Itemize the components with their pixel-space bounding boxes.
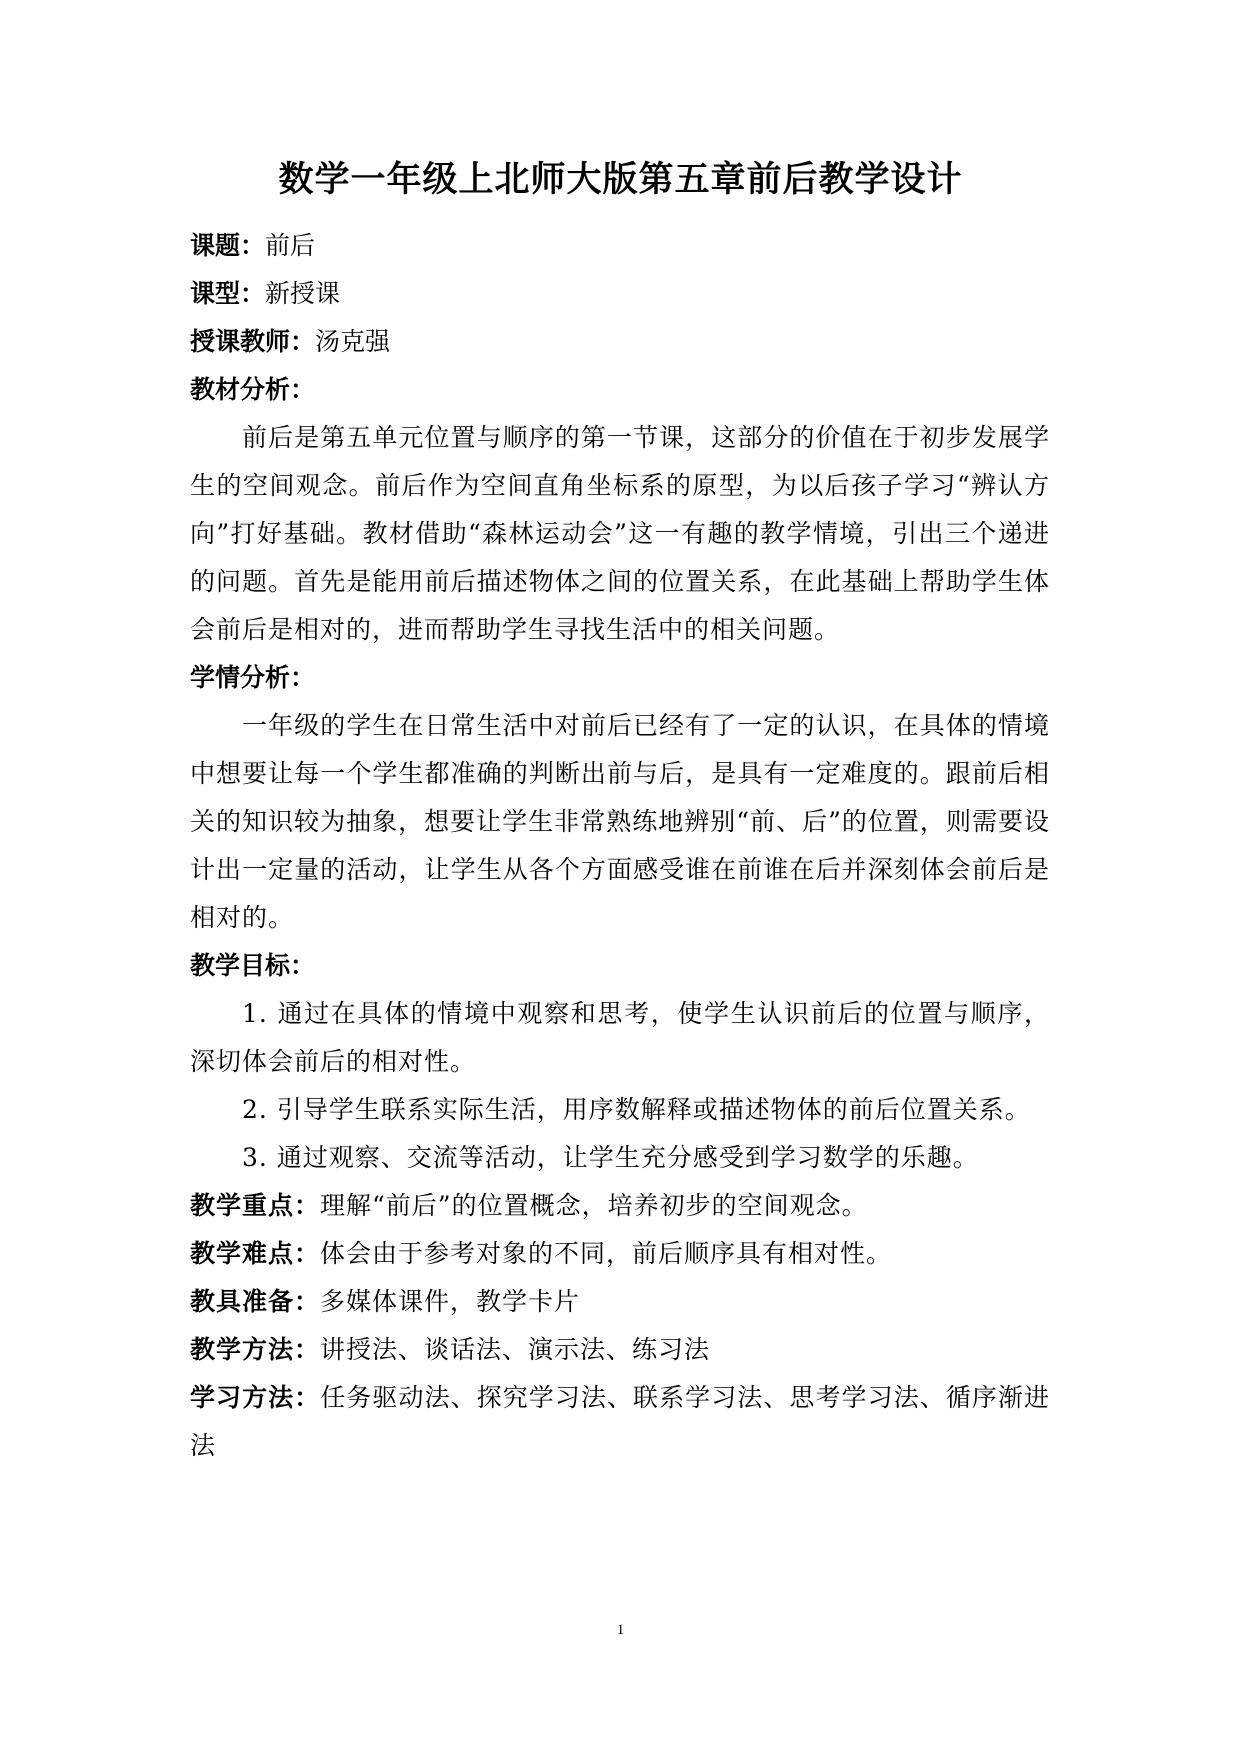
lesson-type-value: 新授课 [265,279,341,308]
learning-method-label: 学习方法： [190,1383,321,1412]
objectives-heading: 教学目标： [190,951,316,980]
learning-method-line [190,1374,1050,1470]
lesson-type-label: 课型： [190,279,266,308]
materials-value: 多媒体课件，教学卡片 [320,1287,581,1316]
difficulty-value: 体会由于参考对象的不同，前后顺序具有相对性。 [320,1239,893,1268]
teacher-value: 汤克强 [315,327,391,356]
lesson-topic-line [190,222,1050,270]
page-number: 1 [616,1622,625,1638]
objective-item-3: 3. 通过观察、交流等活动，让学生充分感受到学习数学的乐趣。 [242,1143,979,1172]
difficulty-label: 教学难点： [190,1239,321,1268]
student-analysis-heading: 学情分析： [190,663,316,692]
teaching-method-line [190,1326,1050,1374]
student-analysis-paragraph: 一年级的学生在日常生活中对前后已经有了一定的认识，在具体的情境中想要让每一个学生都准确的判断出前与后，是具有一定难度的。跟前后相关的知识较为抽象，想要让学生非常熟练地辨别“前、后”的位置，则需要设计出一定量的活动，让学生从各个方面感受谁在前谁在后并深刻体会前后是相对的。 [190,711,1050,932]
document-title: 数学一年级上北师大版第五章前后教学设计 [278,160,963,200]
textbook-analysis-paragraph: 前后是第五单元位置与顺序的第一节课，这部分的价值在于初步发展学生的空间观念。前后作为空间直角坐标系的原型，为以后孩子学习“辨认方向”打好基础。教材借助“森林运动会”这一有趣的教学情境，引出三个递进的问题。首先是能用前后描述物体之间的位置关系，在此基础上帮助学生体会前后是相对的，进而帮助学生寻找生活中的相关问题。 [190,423,1050,644]
teacher-line [190,318,1050,366]
key-point-label: 教学重点： [190,1191,321,1220]
teaching-method-label: 教学方法： [190,1335,321,1364]
key-point-line [190,1182,1050,1230]
teaching-method-value: 讲授法、谈话法、演示法、练习法 [320,1335,711,1364]
objective-item-2: 2. 引导学生联系实际生活，用序数解释或描述物体的前后位置关系。 [242,1095,1031,1124]
materials-line [190,1278,1050,1326]
document-body [190,222,1050,1470]
textbook-analysis-heading: 教材分析： [190,375,316,404]
lesson-topic-value: 前后 [265,231,316,260]
objective-item-1: 1. 通过在具体的情境中观察和思考，使学生认识前后的位置与顺序，深切体会前后的相对性。 [190,999,1050,1076]
materials-label: 教具准备： [190,1287,321,1316]
teacher-label: 授课教师： [190,327,316,356]
difficulty-line [190,1230,1050,1278]
learning-method-value: 任务驱动法、探究学习法、联系学习法、思考学习法、循序渐进法 [190,1383,1050,1460]
lesson-type-line [190,270,1050,318]
key-point-value: 理解“前后”的位置概念，培养初步的空间观念。 [320,1191,868,1220]
lesson-topic-label: 课题： [190,231,266,260]
